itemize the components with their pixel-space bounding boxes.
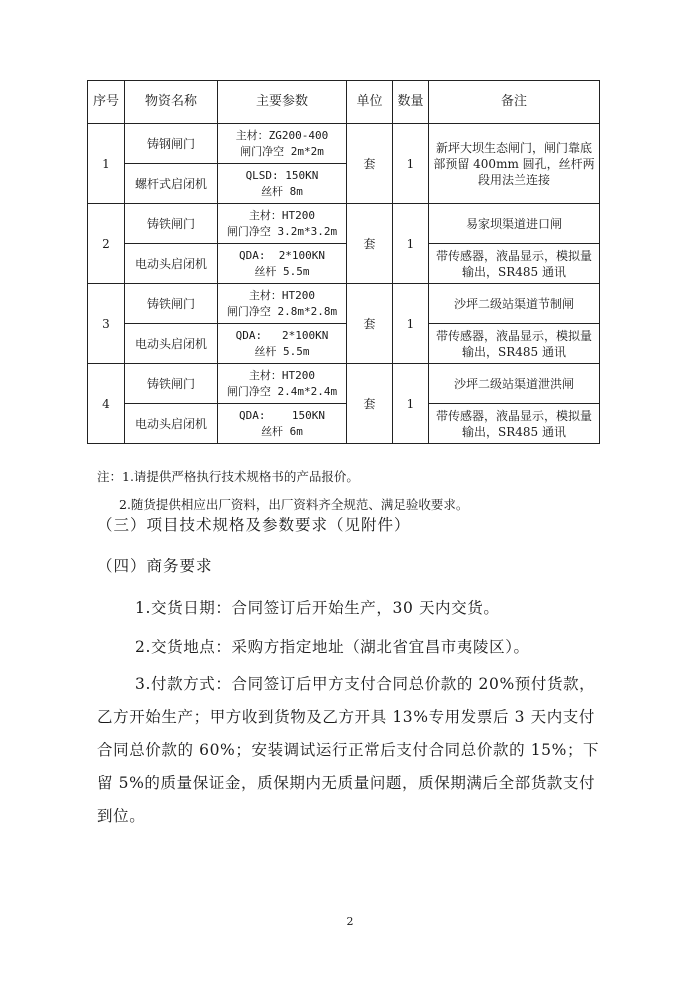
material-name: 铸钢闸门 <box>125 124 218 164</box>
quantity-cell: 1 <box>393 364 429 444</box>
table-row <box>88 404 600 444</box>
row-seq: 1 <box>88 124 125 204</box>
param-cell <box>218 244 347 284</box>
param-material: 主材：HT200 <box>248 288 316 302</box>
material-name: 电动头启闭机 <box>125 244 218 284</box>
section-heading-business: （四）商务要求 <box>97 557 213 575</box>
header-main-params: 主要参数 <box>218 81 347 124</box>
header-remarks: 备注 <box>429 81 600 124</box>
remark-cell: 带传感器，液晶显示，模拟量输出，SR485 通讯 <box>429 244 600 284</box>
param-material: 主材：HT200 <box>248 208 316 222</box>
param-cell <box>218 284 347 324</box>
unit-cell: 套 <box>347 364 393 444</box>
param-cell <box>218 204 347 244</box>
material-name: 铸铁闸门 <box>125 284 218 324</box>
material-name: 电动头启闭机 <box>125 404 218 444</box>
header-material-name: 物资名称 <box>125 81 218 124</box>
table-row <box>88 124 600 164</box>
material-name: 电动头启闭机 <box>125 324 218 364</box>
table-row <box>88 324 600 364</box>
param-spec: 闸门净空 2.4m*2.4m <box>226 384 338 398</box>
param-cell <box>218 404 347 444</box>
header-unit: 单位 <box>347 81 393 124</box>
param-spec: 闸门净空 2m*2m <box>240 144 324 158</box>
unit-cell: 套 <box>347 204 393 284</box>
param-cell <box>218 164 347 204</box>
param-spec: 丝杆 8m <box>261 184 303 198</box>
section-heading-tech-specs: （三）项目技术规格及参数要求（见附件） <box>97 516 411 534</box>
param-model: QDA: 2*100KN <box>238 248 326 262</box>
delivery-location-item: 2.交货地点：采购方指定地址（湖北省宜昌市夷陵区）。 <box>135 638 530 656</box>
table-row <box>88 364 600 404</box>
param-model: QDA: 150KN <box>238 408 326 422</box>
unit-cell: 套 <box>347 284 393 364</box>
param-model: QDA: 2*100KN <box>235 328 329 342</box>
remark-cell: 沙坪二级站渠道节制闸 <box>429 284 600 324</box>
note-line-1: 注：1.请提供严格执行技术规格书的产品报价。 <box>97 469 359 484</box>
param-spec: 闸门净空 3.2m*3.2m <box>226 224 338 238</box>
note-line-2: 2.随货提供相应出厂资料，出厂资料齐全规范、满足验收要求。 <box>119 497 469 512</box>
material-name: 螺杆式启闭机 <box>125 164 218 204</box>
param-spec: 丝杆 6m <box>261 424 303 438</box>
param-material: 主材：ZG200-400 <box>235 128 329 142</box>
quantity-cell: 1 <box>393 204 429 284</box>
param-cell <box>218 324 347 364</box>
row-seq: 3 <box>88 284 125 364</box>
table-row <box>88 284 600 324</box>
param-model: QLSD: 150KN <box>245 168 319 182</box>
delivery-date-item: 1.交货日期：合同签订后开始生产，30 天内交货。 <box>135 599 500 617</box>
param-spec: 丝杆 5.5m <box>254 264 310 278</box>
param-spec: 闸门净空 2.8m*2.8m <box>226 304 338 318</box>
header-quantity: 数量 <box>393 81 429 124</box>
remark-cell: 新坪大坝生态闸门，闸门靠底部预留 400mm 圆孔，丝杆两段用法兰连接 <box>429 124 600 204</box>
materials-table <box>87 80 600 444</box>
quantity-cell: 1 <box>393 124 429 204</box>
unit-cell: 套 <box>347 124 393 204</box>
material-name: 铸铁闸门 <box>125 364 218 404</box>
material-name: 铸铁闸门 <box>125 204 218 244</box>
remark-cell: 沙坪二级站渠道泄洪闸 <box>429 364 600 404</box>
quantity-cell: 1 <box>393 284 429 364</box>
header-seq: 序号 <box>88 81 125 124</box>
remark-cell: 带传感器，液晶显示，模拟量输出，SR485 通讯 <box>429 324 600 364</box>
param-cell <box>218 364 347 404</box>
table-notes <box>97 463 468 519</box>
remark-cell: 易家坝渠道进口闸 <box>429 204 600 244</box>
table-row <box>88 244 600 284</box>
payment-terms-item: 3.付款方式：合同签订后甲方支付合同总价款的 20%预付货款，乙方开始生产；甲方收到货物及乙方开具 13%专用发票后 3 天内支付合同总价款的 60%；安装调试运行正常后支付合同总价款的 15%；下留 5%的质量保证金，质保期内无质量问题，质保期满后全部货款支付到位。 <box>97 675 600 825</box>
page-number: 2 <box>346 915 354 928</box>
table-row <box>88 204 600 244</box>
param-material: 主材：HT200 <box>248 368 316 382</box>
row-seq: 4 <box>88 364 125 444</box>
param-spec: 丝杆 5.5m <box>254 344 310 358</box>
table-header-row <box>88 81 600 124</box>
remark-cell: 带传感器，液晶显示，模拟量输出，SR485 通讯 <box>429 404 600 444</box>
param-cell <box>218 124 347 164</box>
row-seq: 2 <box>88 204 125 284</box>
